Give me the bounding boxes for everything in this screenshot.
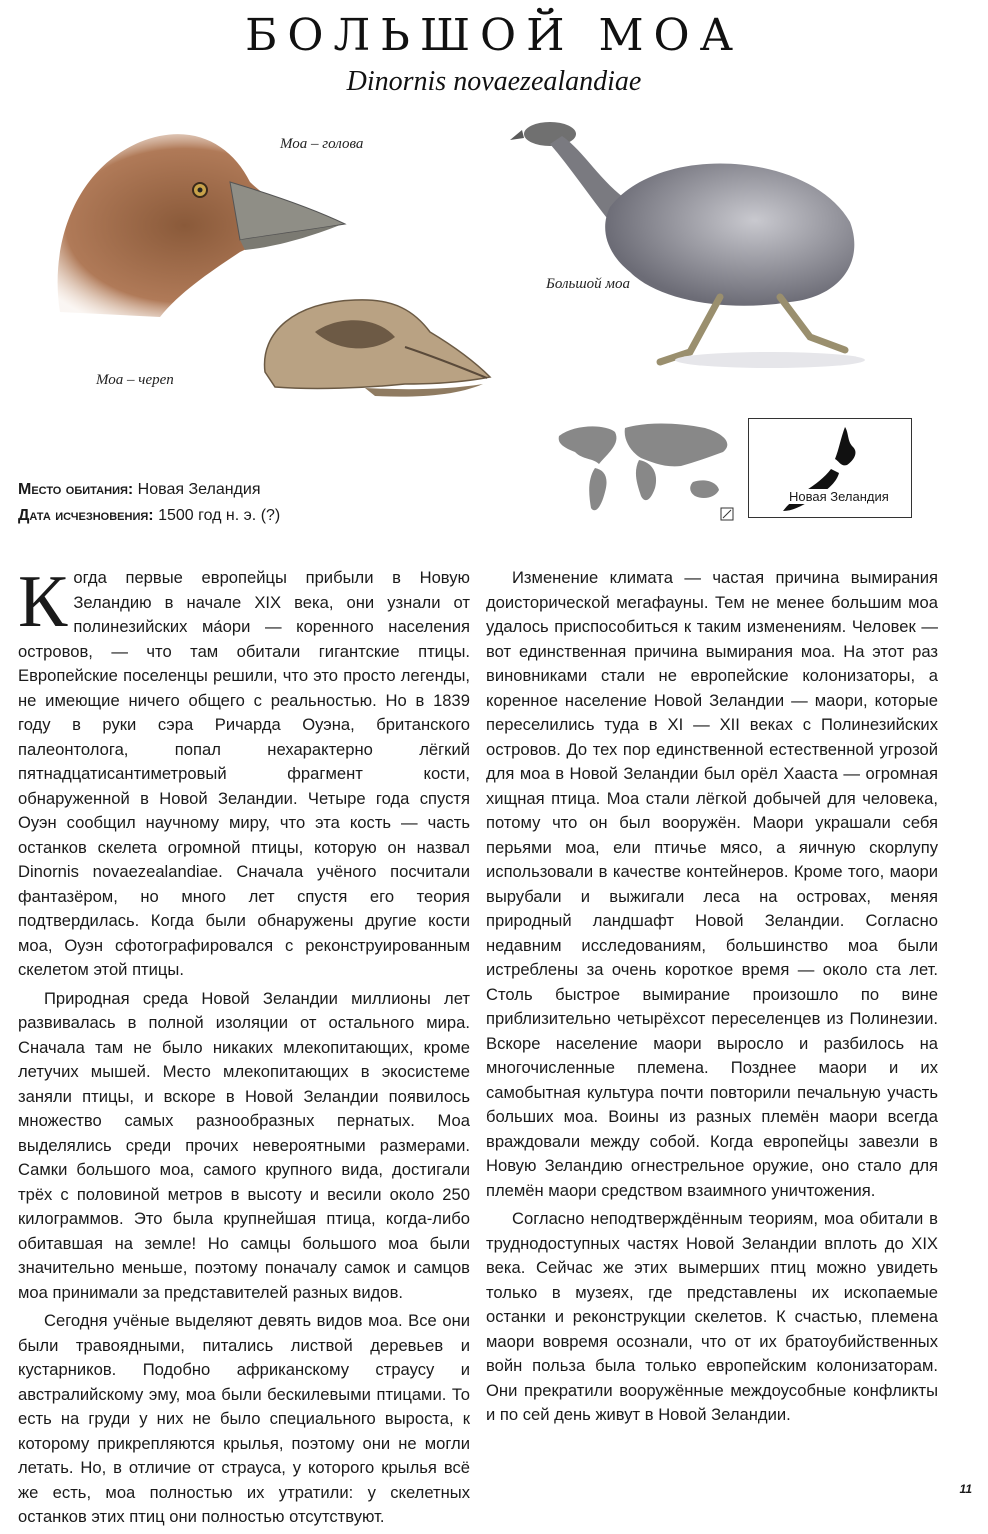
text-column-right <box>486 566 938 1432</box>
latin-name: Dinornis novaezealandiae <box>346 66 642 97</box>
drop-cap: К <box>18 561 68 643</box>
page-number: 11 <box>959 1482 972 1496</box>
world-map-icon <box>555 418 741 524</box>
caption-skull: Моа – череп <box>96 372 174 388</box>
moa-body-illustration <box>510 112 880 372</box>
new-zealand-inset-map <box>748 418 912 518</box>
inset-label: Новая Зеландия <box>789 489 889 504</box>
habitat-value: Новая Зеландия <box>137 481 261 498</box>
caption-head: Моа – голова <box>280 136 364 152</box>
caption-body: Большой моа <box>546 276 630 292</box>
paragraph-5: Согласно неподтверждённым теориям, моа обитали в труднодоступных частях Новой Зеландии вплоть до XIX века. Сейчас же этих вымерших птиц можно увидеть только в музеях, где представлены их ископаемые останки и реконструкции скелетов. К счастью, племена маори вовремя осознали, что от их братоубийственных войн польза была только европейским колонизаторам. Они прекратили вооружённые междоусобные конфликты и по сей день живут в Новой Зеландии. <box>486 1209 938 1424</box>
paragraph-1 <box>18 561 470 983</box>
habitat-label: Место обитания: <box>18 481 134 498</box>
extinction-label: Дата исчезновения: <box>18 507 154 524</box>
page-title: БОЛЬШОЙ МОА <box>245 10 743 61</box>
extinction-value: 1500 год н. э. (?) <box>158 507 281 524</box>
extinction-line <box>18 503 280 529</box>
paragraph-1-text: огда первые европейцы прибыли в Новую Зеландию в начале XIX века, они узнали от полинезийских ма́ори — коренного населения островов, — что там обитали гигантские птицы. Европейские поселенцы решили, что это просто легенды, не имеющие ничего общего с реальностью. Но в 1839 году в руки сэра Ричарда Оуэна, британского палеонтолога, попал нехарактерно лёгкий пятнадцатисантиметровый фрагмент кости, обнаруженной в Новой Зеландии. Четыре года спустя Оуэн сообщил научному миру, что эта кость — часть останков скелета огромной птицы, которую он назвал Dinornis novaezealandiae. Сначала учёного посчитали фантазёром, но много лет спустя его теория подтвердилась. Когда были обнаружены другие кости моа, Оуэн сфотографировался с реконструированным скелетом этой птицы. <box>18 568 470 979</box>
text-column-left <box>18 561 470 1534</box>
paragraph-3: Сегодня учёные выделяют девять видов моа. Все они были травоядными, питались листвой деревьев и кустарников. Подобно африканскому страусу и австралийскому эму, моа были бескилевыми птицами. То есть на груди у них не было специального выроста, к которому прикрепляются крылья, поэтому они не могли летать. Но, в отличие от страуса, у которого крылья всё же есть, моа полностью их утратили: у скелетных останков этих птиц они полностью отсутствуют. <box>18 1311 470 1526</box>
paragraph-4: Изменение климата — частая причина вымирания доисторической мегафауны. Тем не менее большим моа удалось приспособиться к таким изменениям. Человек — вот единственная причина вымирания моа. На этот раз виновниками стали не европейские колонизаторы, а коренное население Новой Зеландии — маори, которые переселились туда в XI — XII веках с Полинезийских островов. До тех пор единственной естественной угрозой для моа в Новой Зеландии был орёл Хааста — огромная хищная птица. Моа стали лёгкой добычей для человека, потому что он был вооружён. Маори украшали себя перьями моа, ели птичье мясо, а яичную скорлупу использовали в качестве контейнеров. Кроме того, маори вырубали и выжигали леса на островах, меняя природный ландшафт Новой Зеландии. Согласно недавним исследованиям, большинство моа были истреблены за очень короткое время — около ста лет. Столь быстрое вымирание произошло по вине приблизительно четырёхсот переселенцев из Полинезии. Вскоре население маори выросло и разбилось на многочисленные племена. Позднее маори и их самобытная культура почти повторили печальную участь больших моа. Воины из разных племён маори всегда враждовали между собой. Когда европейцы завезли в Новую Зеландию огнестрельное оружие, оно стало для племён маори средством взаимного уничтожения. <box>486 568 938 1200</box>
habitat-line <box>18 477 261 503</box>
paragraph-2: Природная среда Новой Зеландии миллионы лет развивалась в полной изоляции от остального мира. Сначала там не было никаких млекопитающих, кроме летучих мышей. Место млекопитающих в экосистеме заняли птицы, и вскоре в Новой Зеландии появилось множество самых разнообразных пернатых. Моа выделялись среди прочих невероятными размерами. Самки большого моа, самого крупного вида, достигали трёх с половиной метров в высоту и весили около 250 килограммов. Это была крупнейшая птица, когда-либо обитавшая на земле! Но самцы большого моа были значительно меньше, поэтому поначалу самок и самцов моа принимали за представителей разных видов. <box>18 988 470 1302</box>
moa-skull-illustration <box>255 292 495 402</box>
